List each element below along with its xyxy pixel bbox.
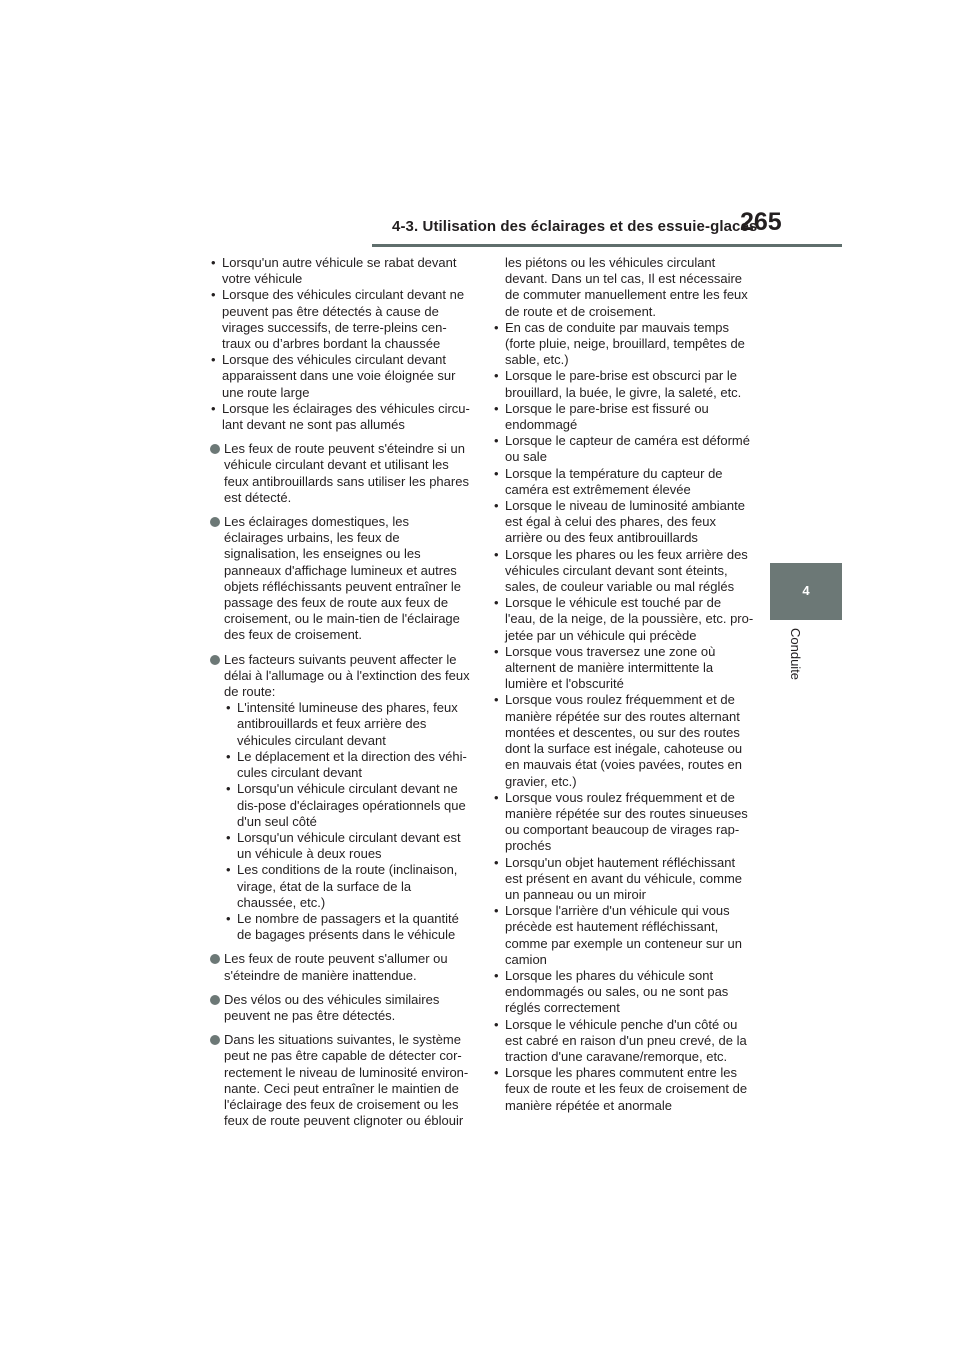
list-item: • Lorsqu'un véhicule circulant devant est un véhicule à deux roues <box>209 830 471 862</box>
circle-bullet-icon <box>210 517 220 527</box>
list-item: • Lorsque les phares commutent entre les feux de route et les feux de croisement de manière répétée et anormale <box>492 1065 754 1114</box>
intro-bullet-list <box>209 255 471 433</box>
list-item: • En cas de conduite par mauvais temps (forte pluie, neige, brouillard, tempêtes de sable, etc.) <box>492 320 754 369</box>
list-item: • Lorsque le véhicule penche d'un côté ou est cabré en raison d'un pneu crevé, de la traction d'une caravane/remorque, etc. <box>492 1017 754 1066</box>
list-item: • L'intensité lumineuse des phares, feux antibrouillards et feux arrière des véhicules circulant devant <box>209 700 471 749</box>
chapter-tab <box>770 563 842 620</box>
note-text: Les feux de route peuvent s'éteindre si un véhicule circulant devant et utilisant les feux antibrouillards sans utiliser les phares est détecté. <box>224 441 469 505</box>
list-item: • Lorsque le pare-brise est fissuré ou endommagé <box>492 401 754 433</box>
chapter-tab-number: 4 <box>802 583 810 598</box>
list-item: • Lorsque les phares du véhicule sont endommagés ou sales, ou ne sont pas réglés correctement <box>492 968 754 1017</box>
left-column <box>209 255 471 1129</box>
circle-bullet-icon <box>210 995 220 1005</box>
note-paragraph <box>209 992 471 1024</box>
continued-text: les piétons ou les véhicules circulant devant. Dans un tel cas, Il est nécessaire de commuter manuellement entre les feux de route et de croisement. <box>505 255 748 319</box>
list-item: • Lorsque la température du capteur de caméra est extrêmement élevée <box>492 466 754 498</box>
chapter-tab-label: Conduite <box>788 628 803 681</box>
circle-bullet-icon <box>210 444 220 454</box>
note-paragraph <box>209 951 471 983</box>
page-header-title: 4-3. Utilisation des éclairages et des essuie-glaces <box>392 218 758 235</box>
circle-bullet-icon <box>210 1035 220 1045</box>
list-item: • Lorsque les phares ou les feux arrière des véhicules circulant devant sont éteints, sales, de couleur variable ou mal réglés <box>492 547 754 596</box>
note-text: Les éclairages domestiques, les éclairages urbains, les feux de signalisation, les enseignes ou les panneaux d'affichage lumineux et autres objets réfléchissants peuvent entraîner le passage des feux de route aux feux de croisement, ou le main-tien de l'éclairage des feux de croisement. <box>224 514 462 643</box>
list-item: • Lorsque des véhicules circulant devant ne peuvent pas être détectés à cause de virages successifs, de terre-pleins cen-traux ou d’arbres bordant la chaussée <box>209 287 471 352</box>
list-item: • Lorsque l'arrière d'un véhicule qui vous précède est hautement réfléchissant, comme par exemple un conteneur sur un camion <box>492 903 754 968</box>
list-item: • Lorsque vous roulez fréquemment et de manière répétée sur des routes alternant montées et descentes, ou sur des routes dont la surface est inégale, cahoteuse ou en mauvais état (voies pavées, routes en gravier, etc.) <box>492 692 754 789</box>
list-item: • Les conditions de la route (inclinaison, virage, état de la surface de la chaussée, etc.) <box>209 862 471 911</box>
note-text: Les facteurs suivants peuvent affecter le délai à l'allumage ou à l'extinction des feux de route: <box>224 651 470 700</box>
list-item: • Lorsque les éclairages des véhicules circu-lant devant ne sont pas allumés <box>209 401 471 433</box>
note-paragraph <box>209 441 471 506</box>
circle-bullet-icon <box>210 954 220 964</box>
note-text: Les feux de route peuvent s'allumer ou s'éteindre de manière inattendue. <box>224 951 448 983</box>
note-paragraph <box>209 1032 471 1129</box>
list-item: • Lorsque le capteur de caméra est déformé ou sale <box>492 433 754 465</box>
note-text: Des vélos ou des véhicules similaires peuvent ne pas être détectés. <box>224 991 440 1023</box>
right-column <box>492 255 754 1114</box>
list-item: • Le déplacement et la direction des véhi-cules circulant devant <box>209 749 471 781</box>
page-number: 265 <box>740 208 782 236</box>
list-item: • Lorsque vous traversez une zone où alternent de manière intermittente la lumière et l'obscurité <box>492 644 754 693</box>
note-text: Dans les situations suivantes, le système peut ne pas être capable de détecter cor-rectement le niveau de luminosité environ-nante. Ceci peut entraîner le maintien de l'éclairage des feux de croisement ou les feux de route peuvent clignoter ou éblouir <box>224 1032 469 1129</box>
list-item: • Lorsque le pare-brise est obscurci par le brouillard, la buée, le givre, la saleté, etc. <box>492 368 754 400</box>
list-item: • Lorsqu'un autre véhicule se rabat devant votre véhicule <box>209 255 471 287</box>
header-rule <box>372 244 842 247</box>
note-paragraph <box>209 652 471 944</box>
list-item: • Le nombre de passagers et la quantité de bagages présents dans le véhicule <box>209 911 471 943</box>
note-paragraph <box>209 514 471 644</box>
list-item: • Lorsque des véhicules circulant devant apparaissent dans une voie éloignée sur une route large <box>209 352 471 401</box>
list-item: • Lorsqu'un objet hautement réfléchissant est présent en avant du véhicule, comme un panneau ou un miroir <box>492 855 754 904</box>
list-item: • Lorsque le niveau de luminosité ambiante est égal à celui des phares, des feux arrière ou des feux antibrouillards <box>492 498 754 547</box>
list-item: • Lorsque vous roulez fréquemment et de manière répétée sur des routes sinueuses ou comportant beaucoup de virages rap-prochés <box>492 790 754 855</box>
list-item: • Lorsque le véhicule est touché par de l'eau, de la neige, de la poussière, etc. pro-jetée par un véhicule qui précède <box>492 595 754 644</box>
circle-bullet-icon <box>210 655 220 665</box>
list-item: • Lorsqu'un véhicule circulant devant ne dis-pose d'éclairages opérationnels que d'un seul côté <box>209 781 471 830</box>
